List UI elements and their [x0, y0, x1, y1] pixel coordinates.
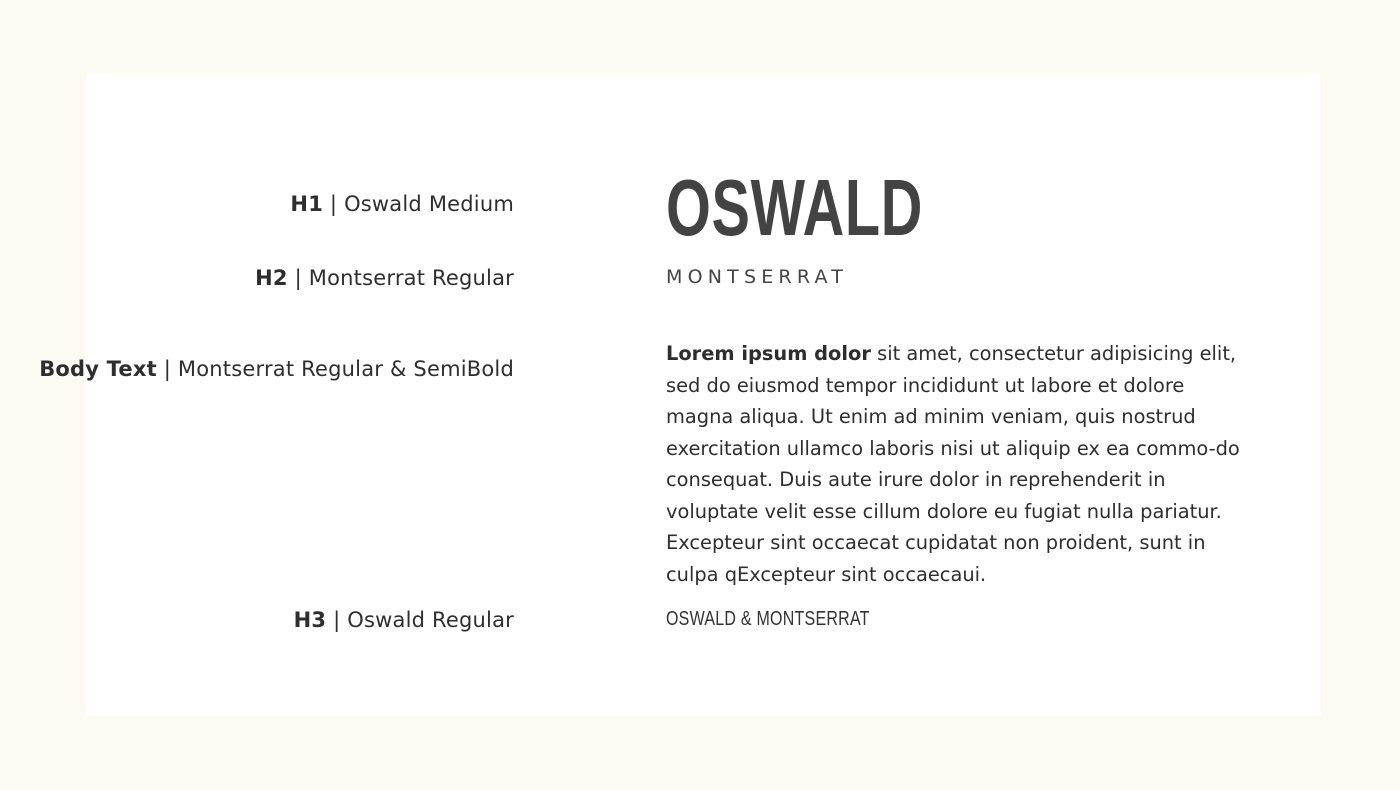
- h2-label: [255, 266, 514, 290]
- h3-font-name: Oswald Regular: [347, 608, 514, 632]
- h1-font-name: Oswald Medium: [344, 192, 514, 216]
- body-label: [39, 357, 514, 381]
- h3-separator: |: [333, 608, 348, 632]
- body-key: Body Text: [39, 357, 157, 381]
- h1-label: [290, 192, 514, 216]
- h2-sample: MONTSERRAT: [666, 266, 848, 288]
- body-separator: |: [163, 357, 178, 381]
- body-sample: [666, 338, 1256, 590]
- h3-key: H3: [293, 608, 327, 632]
- h2-separator: |: [294, 266, 309, 290]
- h3-label: [294, 608, 514, 632]
- h2-key: H2: [255, 266, 288, 290]
- h3-sample: OSWALD & MONTSERRAT: [666, 608, 870, 630]
- h1-separator: |: [329, 192, 345, 216]
- h1-sample: OSWALD: [666, 163, 924, 252]
- body-sample-rest: sit amet, consectetur adipisicing elit, sed do eiusmod tempor incididunt ut labore et dolore magna aliqua. Ut enim ad minim veniam, quis nostrud exercitation ullamco laboris nisi ut aliquip ex ea commo-do consequat. Duis aute irure dolor in reprehenderit in voluptate velit esse cillum dolore eu fugiat nulla pariatur. Excepteur sint occaecat cupidatat non proident, sunt in culpa qExcepteur sint occaecaui.: [666, 342, 1240, 586]
- h1-key: H1: [290, 192, 324, 216]
- body-font-name: Montserrat Regular & SemiBold: [177, 357, 514, 381]
- h2-font-name: Montserrat Regular: [308, 266, 514, 290]
- body-sample-lead: Lorem ipsum dolor: [666, 342, 871, 365]
